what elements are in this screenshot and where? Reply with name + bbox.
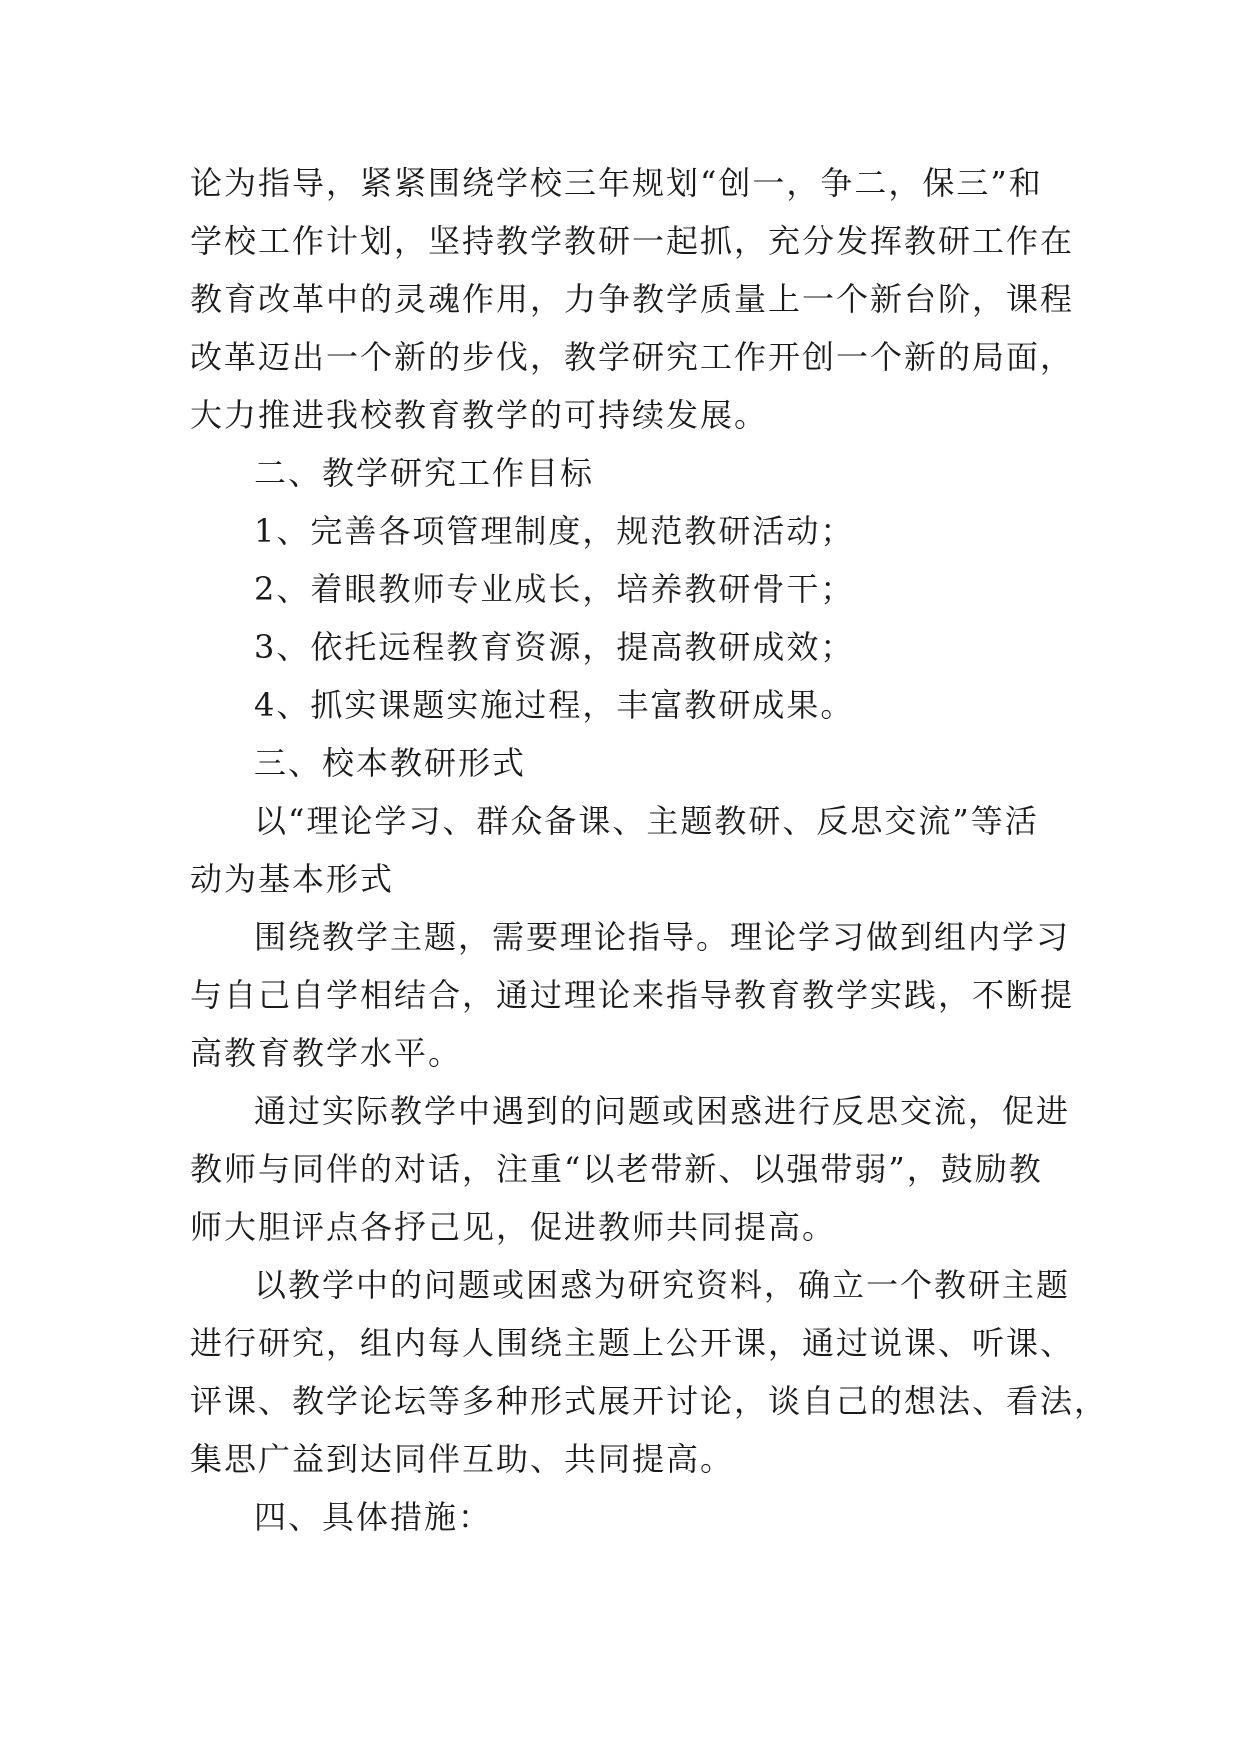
text-line: 动为基本形式	[190, 860, 395, 898]
list-item: 4、抓实课题实施过程，丰富教研成果。	[254, 686, 855, 724]
section-heading: 二、教学研究工作目标	[254, 454, 595, 492]
text-line: 教育改革中的灵魂作用，力争教学质量上一个新台阶，课程	[190, 280, 1075, 318]
text-line: 师大胆评点各抒己见，促进教师共同提高。	[190, 1208, 837, 1246]
section-heading: 四、具体措施：	[254, 1498, 493, 1536]
section-heading: 三、校本教研形式	[254, 744, 527, 782]
list-item: 1、完善各项管理制度，规范教研活动；	[254, 512, 855, 550]
text-line: 大力推进我校教育教学的可持续发展。	[190, 396, 769, 434]
text-line: 围绕教学主题，需要理论指导。理论学习做到组内学习	[254, 918, 1071, 956]
text-line: 论为指导，紧紧围绕学校三年规划“创一，争二，保三”和	[190, 164, 1043, 202]
text-line: 改革迈出一个新的步伐，教学研究工作开创一个新的局面，	[190, 338, 1075, 376]
document-body	[190, 154, 1109, 1546]
list-item: 3、依托远程教育资源，提高教研成效；	[254, 628, 855, 666]
text-line: 进行研究，组内每人围绕主题上公开课，通过说课、听课、	[190, 1324, 1075, 1362]
text-line: 以“理论学习、群众备课、主题教研、反思交流”等活	[254, 802, 1039, 840]
text-line: 通过实际教学中遇到的问题或困惑进行反思交流，促进	[254, 1092, 1071, 1130]
text-line: 集思广益到达同伴互助、共同提高。	[190, 1440, 735, 1478]
text-line: 高教育教学水平。	[190, 1034, 463, 1072]
text-line: 与自己自学相结合，通过理论来指导教育教学实践，不断提	[190, 976, 1075, 1014]
text-line: 教师与同伴的对话，注重“以老带新、以强带弱”，鼓励教	[190, 1150, 1043, 1188]
text-line: 评课、教学论坛等多种形式展开讨论，谈自己的想法、看法，	[190, 1382, 1109, 1420]
text-line: 学校工作计划，坚持教学教研一起抓，充分发挥教研工作在	[190, 222, 1075, 260]
text-line: 以教学中的问题或困惑为研究资料，确立一个教研主题	[254, 1266, 1071, 1304]
list-item: 2、着眼教师专业成长，培养教研骨干；	[254, 570, 855, 608]
